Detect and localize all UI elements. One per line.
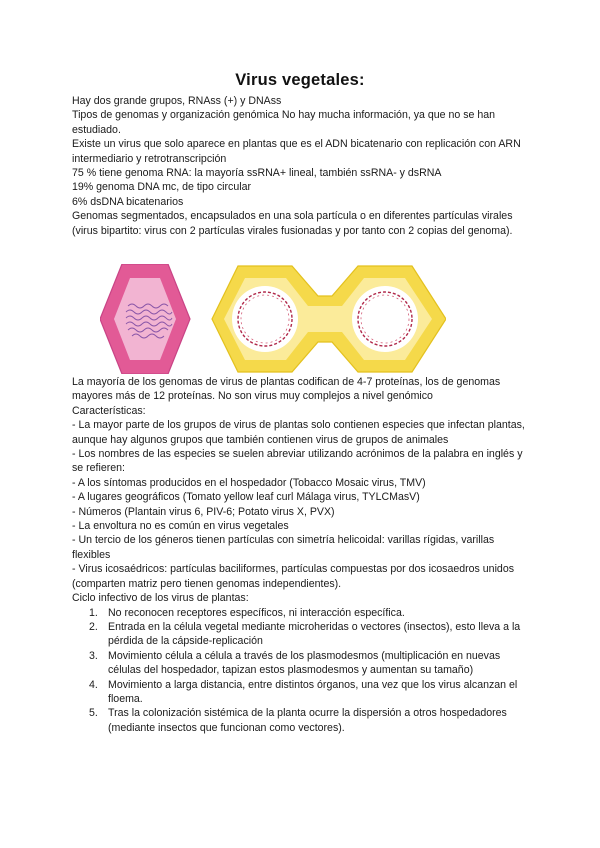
body-paragraph: La mayoría de los genomas de virus de plantas codifican de 4-7 proteínas, los de genomas mayores más de 12 proteínas. No son virus muy complejos a nivel genómico <box>72 376 501 403</box>
left-segment-interior <box>232 286 298 352</box>
right-segment-interior <box>352 286 418 352</box>
body-bullet: - Los nombres de las especies se suelen abreviar utilizando acrónimos de la palabra en inglés y se refieren: <box>72 448 523 475</box>
list-text: Movimiento a larga distancia, entre distintos órganos, una vez que los virus alcanzan el floema. <box>108 678 518 705</box>
infective-cycle-list <box>72 606 534 736</box>
list-number: 4. <box>89 678 98 691</box>
list-item <box>72 606 534 620</box>
intro-line: Genomas segmentados, encapsulados en una sola partícula o en diferentes partículas virales (virus bipartito: virus con 2 partículas virales fusionadas y por tanto con 2 copias del genoma). <box>72 210 513 237</box>
body-section <box>72 375 534 735</box>
body-bullet: - La mayor parte de los grupos de virus de plantas solo contienen especies que infectan plantas, aunque hay algunos grupos que también contienen virus de grupos de animales <box>72 419 525 446</box>
body-bullet: - Un tercio de los géneros tienen partículas con simetría helicoidal: varillas rígidas, varillas flexibles <box>72 534 495 561</box>
virus-capsid-figure <box>100 264 446 374</box>
intro-line: 19% genoma DNA mc, de tipo circular <box>72 181 251 194</box>
list-item <box>72 706 534 735</box>
body-bullet: - A los síntomas producidos en el hospedador (Tobacco Mosaic virus, TMV) <box>72 476 426 489</box>
list-number: 1. <box>89 606 98 619</box>
list-text: Tras la colonización sistémica de la planta ocurre la dispersión a otros hospedadores (mediante insectos que funcionan como vectores). <box>108 707 507 734</box>
intro-line: Tipos de genomas y organización genómica No hay mucha información, ya que no se han estudiado. <box>72 109 496 136</box>
list-item <box>72 678 534 707</box>
yellow-bipartite-capsid-illustration <box>212 266 446 372</box>
page-title: Virus vegetales: <box>235 71 365 89</box>
intro-line: 6% dsDNA bicatenarios <box>72 195 184 208</box>
pink-capsid-illustration <box>100 264 190 374</box>
intro-line: Hay dos grande grupos, RNAss (+) y DNAss <box>72 95 282 107</box>
cycle-heading: Ciclo infectivo de los virus de plantas: <box>72 592 249 605</box>
list-number: 2. <box>89 620 98 633</box>
body-bullet: - Números (Plantain virus 6, PIV-6; Potato virus X, PVX) <box>72 505 335 518</box>
intro-line: 75 % tiene genoma RNA: la mayoría ssRNA+ lineal, también ssRNA- y dsRNA <box>72 167 442 180</box>
list-text: Movimiento célula a célula a través de los plasmodesmos (multiplicación en nuevas células del hospedador, tapizan estos plasmodesmos y aumentan su tamaño) <box>108 649 501 677</box>
list-number: 5. <box>89 707 98 720</box>
body-bullet: - A lugares geográficos (Tomato yellow leaf curl Málaga virus, TYLCMasV) <box>72 491 420 504</box>
list-text: Entrada en la célula vegetal mediante microheridas o vectores (insectos), esto lleva a la pérdida de la cápside-replicación <box>108 620 521 648</box>
list-item <box>72 620 534 649</box>
list-number: 3. <box>89 649 98 662</box>
body-bullet: - Virus icosaédricos: partículas baciliformes, partículas compuestas por dos icosaedros unidos (comparten matriz pero tienen genomas independientes). <box>72 563 515 590</box>
list-item <box>72 649 534 678</box>
intro-section <box>72 94 534 238</box>
intro-line: Existe un virus que solo aparece en plantas que es el ADN bicatenario con replicación con ARN intermediario y retrotranscripción <box>72 138 521 165</box>
body-heading: Características: <box>72 404 146 417</box>
body-bullet: - La envoltura no es común en virus vegetales <box>72 520 289 533</box>
list-text: No reconocen receptores específicos, ni interacción específica. <box>108 606 405 619</box>
